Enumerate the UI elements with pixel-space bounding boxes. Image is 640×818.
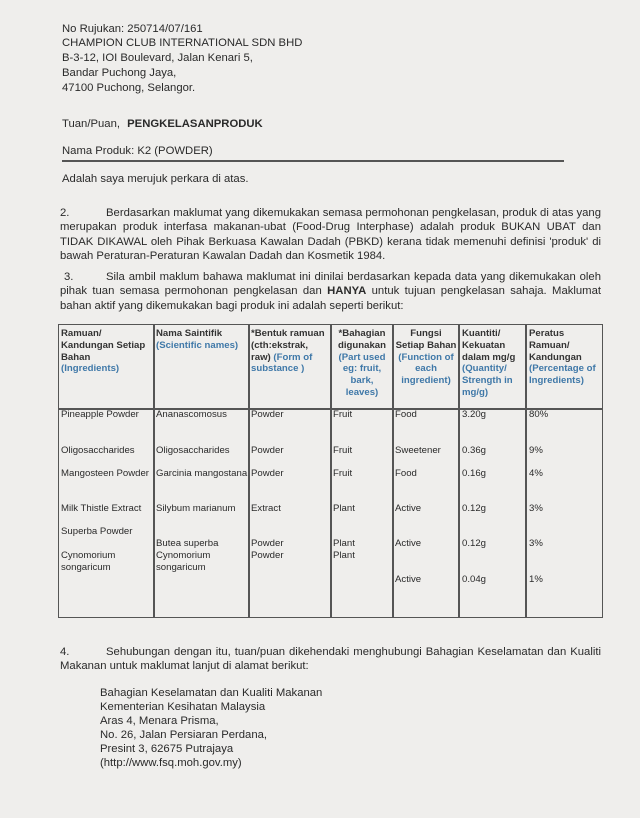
table-cell-ingredients: Superba Powder bbox=[61, 526, 133, 537]
table-cell-quantity: 0.16g bbox=[462, 468, 487, 479]
product-name: Nama Produk: K2 (POWDER) bbox=[62, 145, 213, 157]
emphasis-text: HANYA bbox=[327, 285, 367, 298]
header-label-english: (Form of substance ) bbox=[251, 351, 313, 375]
table-cell-form: Extract bbox=[251, 503, 281, 514]
table-cell-scientific-name: Garcinia mangostana bbox=[156, 468, 248, 479]
paragraph-2 bbox=[60, 206, 601, 263]
table-cell-function: Active bbox=[395, 538, 422, 549]
divider bbox=[62, 160, 564, 162]
table-cell-form: Powder bbox=[251, 538, 284, 549]
header-label: Peratus Ramuan/ Kandungan bbox=[529, 328, 582, 363]
table-cell-part-used: Plant bbox=[333, 538, 355, 549]
column-header-function bbox=[395, 328, 457, 387]
address-line[interactable]: (http://www.fsq.moh.gov.my) bbox=[100, 757, 242, 769]
table-cell-ingredients: Mangosteen Powder bbox=[61, 468, 149, 479]
table-cell-ingredients: Pineapple Powder bbox=[61, 409, 139, 420]
table-cell-part-used: Plant bbox=[333, 550, 355, 561]
table-cell-scientific-name: Butea superba bbox=[156, 538, 219, 549]
header-label-english: (Percentage of Ingredients) bbox=[529, 363, 596, 387]
table-cell-scientific-name: Silybum marianum bbox=[156, 503, 236, 514]
column-header-quantity bbox=[462, 328, 524, 399]
table-cell-form: Powder bbox=[251, 468, 284, 479]
paragraph-text: Sila ambil maklum bahawa maklumat ini dinilai berdasarkan kepada data yang dikemukakan oleh pihak tuan semasa permohonan pengkelasan dan bbox=[60, 271, 601, 298]
paragraph-text: untuk tujuan pengkelasan sahaja. Maklumat bahan aktif yang dikemukakan bagi produk ini adalah seperti berikut: bbox=[60, 285, 601, 312]
header-label-english: (Part used eg: fruit, bark, leaves) bbox=[338, 351, 386, 398]
table-cell-scientific-name: Ananascomosus bbox=[156, 409, 227, 420]
table-cell-percentage: 80% bbox=[529, 409, 549, 420]
recipient-address-line: 47100 Puchong, Selangor. bbox=[62, 82, 196, 94]
column-header-form bbox=[251, 328, 329, 375]
table-cell-form: Powder bbox=[251, 550, 284, 561]
table-cell-percentage: 3% bbox=[529, 538, 543, 549]
contact-address bbox=[100, 686, 322, 770]
paragraph-text: Berdasarkan maklumat yang dikemukakan semasa permohonan pengkelasan, produk di atas yang merupakan produk interfasa makanan-ubat (Food-Drug Interphase) adalah produk BUKAN UBAT dan TIDAK DIKAWAL oleh Pihak Berkuasa Kawalan Dadah (PBKD) kerana tidak memenuhi definisi 'produk' di bawah Peraturan-Peraturan Kawalan Dadah dan Kosmetik 1984. bbox=[60, 207, 601, 262]
column-header-ingredients bbox=[61, 328, 151, 375]
table-cell-quantity: 0.12g bbox=[462, 503, 487, 514]
table-cell-scientific-name: Oligosaccharides bbox=[156, 445, 230, 456]
table-cell-part-used: Fruit bbox=[333, 468, 353, 479]
column-header-scientific-name bbox=[156, 328, 248, 352]
table-cell-form: Powder bbox=[251, 445, 284, 456]
address-line: Kementerian Kesihatan Malaysia bbox=[100, 701, 266, 713]
paragraph-number: 4. bbox=[60, 646, 70, 658]
table-cell-part-used: Plant bbox=[333, 503, 355, 514]
table-cell-percentage: 4% bbox=[529, 468, 543, 479]
address-line: Aras 4, Menara Prisma, bbox=[100, 715, 219, 727]
header-label: Fungsi Setiap Bahan bbox=[395, 328, 457, 351]
table-cell-form: Powder bbox=[251, 409, 284, 420]
header-label: *Bentuk ramuan (cth:ekstrak, raw) bbox=[251, 328, 325, 363]
table-cell-function: Sweetener bbox=[395, 445, 441, 456]
table-cell-quantity: 0.12g bbox=[462, 538, 487, 549]
intro-text: Adalah saya merujuk perkara di atas. bbox=[62, 173, 249, 185]
salutation-line bbox=[62, 117, 263, 131]
paragraph-number: 2. bbox=[60, 207, 70, 219]
header-label: Nama Saintifik bbox=[156, 328, 223, 339]
paragraph-number: 3. bbox=[64, 271, 74, 283]
address-line: No. 26, Jalan Persiaran Perdana, bbox=[100, 729, 268, 741]
header-label: Ramuan/ Kandungan Setiap Bahan bbox=[61, 328, 146, 363]
table-cell-part-used: Fruit bbox=[333, 409, 353, 420]
header-label-english: (Ingredients) bbox=[61, 363, 120, 375]
table-cell-percentage: 3% bbox=[529, 503, 543, 514]
salutation: Tuan/Puan, bbox=[62, 118, 120, 130]
paragraph-text: Sehubungan dengan itu, tuan/puan dikehendaki menghubungi Bahagian Keselamatan dan Kualiti Makanan untuk maklumat lanjut di alamat berikut: bbox=[60, 646, 601, 673]
recipient-address-line: B-3-12, IOI Boulevard, Jalan Kenari 5, bbox=[62, 52, 253, 64]
column-header-part-used bbox=[333, 328, 391, 399]
subject: PENGKELASANPRODUK bbox=[127, 118, 263, 130]
table-cell-ingredients: Oligosaccharides bbox=[61, 445, 135, 456]
table-cell-scientific-name: Cynomorium songaricum bbox=[156, 550, 211, 573]
address-line: Bahagian Keselamatan dan Kualiti Makanan bbox=[100, 687, 323, 699]
reference-number: No Rujukan: 250714/07/161 bbox=[62, 23, 203, 35]
table-cell-ingredients: Milk Thistle Extract bbox=[61, 503, 142, 514]
recipient-address-line: Bandar Puchong Jaya, bbox=[62, 67, 177, 79]
table-cell-function: Food bbox=[395, 409, 417, 420]
table-cell-quantity: 0.36g bbox=[462, 445, 487, 456]
paragraph-4 bbox=[60, 645, 601, 674]
address-line: Presint 3, 62675 Putrajaya bbox=[100, 743, 234, 755]
header-label-english: (Scientific names) bbox=[156, 339, 239, 351]
table-cell-function: Active bbox=[395, 503, 422, 514]
table-cell-ingredients: Cynomorium songaricum bbox=[61, 550, 116, 573]
recipient-company: CHAMPION CLUB INTERNATIONAL SDN BHD bbox=[62, 37, 303, 49]
table-cell-function: Active bbox=[395, 574, 422, 585]
table-cell-percentage: 1% bbox=[529, 574, 543, 585]
paragraph-3 bbox=[60, 270, 601, 313]
header-label-english: (Quantity/ Strength in mg/g) bbox=[462, 363, 513, 398]
table-cell-function: Food bbox=[395, 468, 417, 479]
table-cell-percentage: 9% bbox=[529, 445, 543, 456]
header-label: *Bahagian digunakan bbox=[338, 328, 386, 351]
table-cell-part-used: Fruit bbox=[333, 445, 353, 456]
header-label: Kuantiti/ Kekuatan dalam mg/g bbox=[462, 328, 516, 363]
column-header-percentage bbox=[529, 328, 599, 387]
table-cell-quantity: 3.20g bbox=[462, 409, 487, 420]
table-cell-quantity: 0.04g bbox=[462, 574, 487, 585]
header-label-english: (Function of each ingredient) bbox=[398, 351, 454, 387]
